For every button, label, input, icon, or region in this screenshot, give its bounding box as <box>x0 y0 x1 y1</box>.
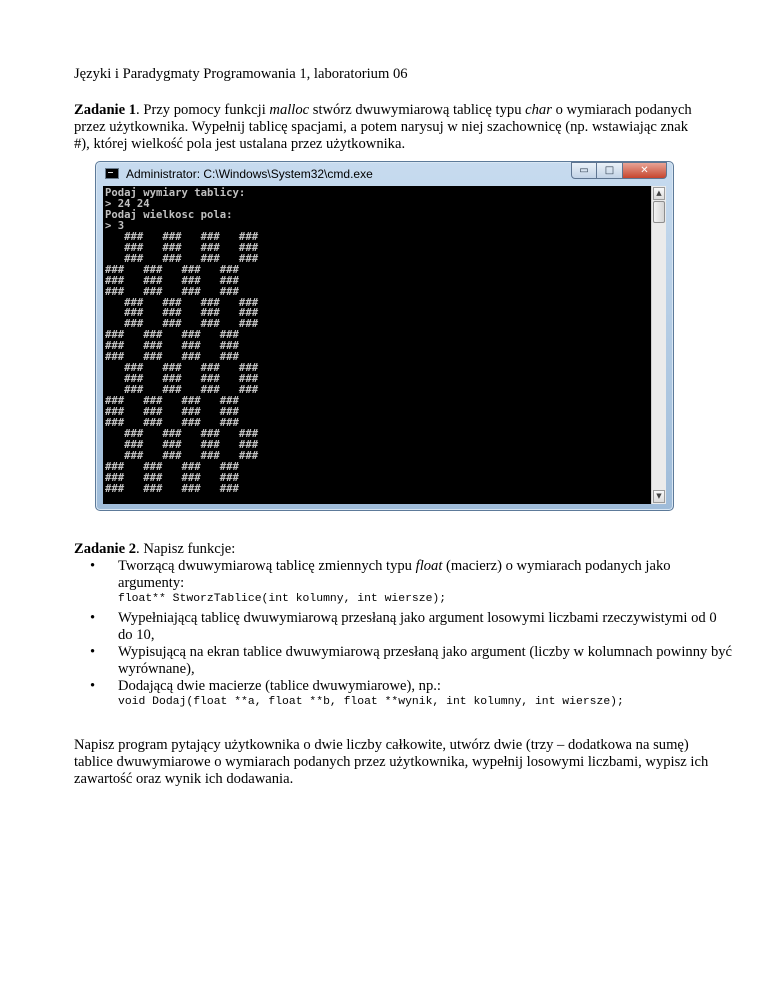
list-item-text: Tworzącą dwuwymiarową tablicę zmiennych typu <box>118 558 416 574</box>
task-1-text <box>74 102 704 153</box>
console-window-screenshot <box>95 161 674 511</box>
task-2-list <box>74 558 734 709</box>
scroll-down-arrow-icon[interactable]: ▼ <box>653 490 665 503</box>
bullet-icon: • <box>90 558 96 574</box>
list-item <box>74 678 734 709</box>
window-controls <box>571 162 667 180</box>
task-2-final-paragraph <box>74 737 714 788</box>
list-item <box>74 644 734 678</box>
list-item-text: (macierz) o wymiarach podanych jako argumenty: <box>118 558 671 591</box>
malloc-keyword: malloc <box>269 102 310 118</box>
document-title: Języki i Paradygmaty Programowania 1, laboratorium 06 <box>74 66 408 82</box>
float-keyword: float <box>415 558 443 574</box>
bullet-icon: • <box>90 644 96 660</box>
vertical-scrollbar[interactable] <box>651 186 666 504</box>
bullet-icon: • <box>90 678 96 694</box>
char-keyword: char <box>525 102 552 118</box>
minimize-button[interactable]: ▭ <box>571 162 597 179</box>
final-text: Napisz program pytający użytkownika o dwie liczby całkowite, utwórz dwie (trzy – dodatkowa na sumę) tablice dwuwymiarowe o wymiarach podanych przez użytkownika, wypełnij losowymi liczbami, wypisz ich zawartość oraz wynik ich dodawania. <box>74 737 709 787</box>
task-1-text-part: . Przy pomocy funkcji <box>136 102 270 118</box>
bullet-icon: • <box>90 610 96 626</box>
task-1-text-part: stwórz dwuwymiarową tablicę typu <box>309 102 526 118</box>
task-1 <box>74 102 704 153</box>
list-item-text: Dodającą dwie macierze (tablice dwuwymiarowe), np.: <box>118 678 441 694</box>
maximize-button[interactable]: □ <box>597 162 623 179</box>
task-1-text-part: o wymiarach podanych przez użytkownika. Wypełnij tablicę spacjami, a potem narysuj w niej szachownicę (np. wstawiając znak #), której wielkość pola jest ustalana przez użytkownika. <box>74 102 692 152</box>
close-button[interactable]: ✕ <box>623 162 667 179</box>
task-2-heading <box>74 541 734 558</box>
task-2-label: Zadanie 2 <box>74 541 137 557</box>
scroll-up-arrow-icon[interactable]: ▲ <box>653 187 665 200</box>
list-item <box>74 610 734 644</box>
task-2 <box>74 541 734 713</box>
console-output <box>103 186 651 504</box>
scroll-thumb[interactable] <box>653 201 665 223</box>
code-snippet: void Dodaj(float **a, float **b, float **wynik, int kolumny, int wiersze); <box>118 696 624 708</box>
cmd-icon <box>105 168 119 179</box>
list-item <box>74 558 734 606</box>
task-1-label: Zadanie 1 <box>74 102 137 118</box>
console-text: Podaj wymiary tablicy: > 24 24 Podaj wielkosc pola: > 3 ### ### ### ### ### ### ### ### ### ### ### ### ### ### ### ### ### ### ### ### ### ### ### ### ### ### ### ### ### ### ### ### ### ### ### ### ### ### ### ### ### ### ### ### ### ### ### ### ### ### ### ### ### ### ### ### ### ### ### ### ### ### ### ### ### ### ### ### ### ### ### ### ### ### ### ### ### ### ### ### ### ### ### ### ### ### ### ### ### ### ### ### ### ### ### ### <box>105 187 259 495</box>
task-2-intro: . Napisz funkcje: <box>136 541 236 557</box>
window-titlebar[interactable] <box>96 162 673 186</box>
window-title: Administrator: C:\Windows\System32\cmd.exe <box>126 167 373 181</box>
list-item-text: Wypisującą na ekran tablice dwuwymiarową przesłaną jako argument (liczby w kolumnach powinny być wyrównane), <box>118 644 733 677</box>
code-snippet: float** StworzTablice(int kolumny, int wiersze); <box>118 593 447 605</box>
list-item-text: Wypełniającą tablicę dwuwymiarową przesłaną jako argument losowymi liczbami rzeczywistymi od 0 do 10, <box>118 610 717 643</box>
